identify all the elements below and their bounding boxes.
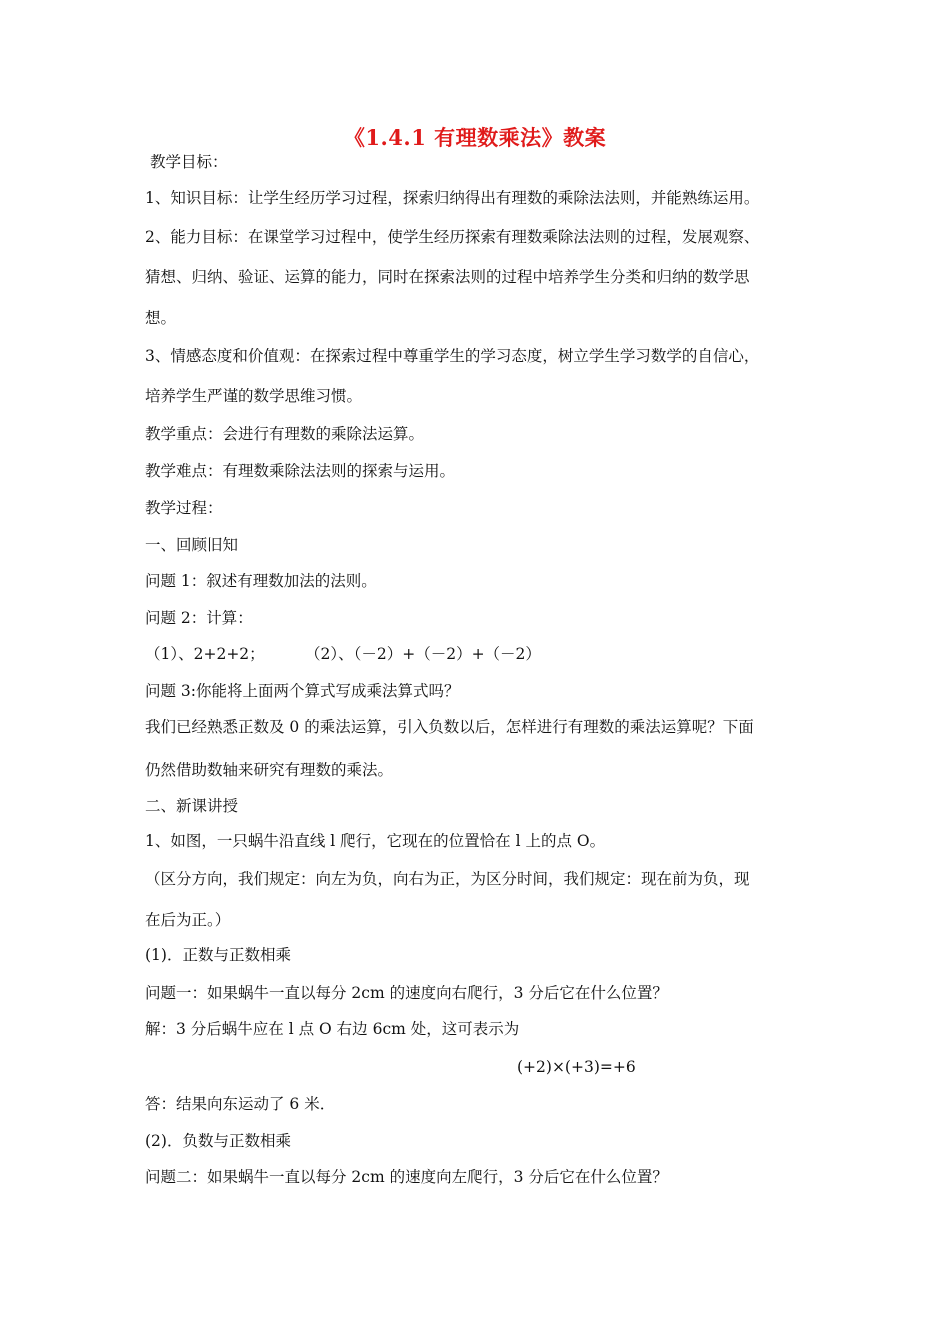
- text-line: 问题 3:你能将上面两个算式写成乘法算式吗？: [145, 682, 460, 700]
- text-line: 培养学生严谨的数学思维习惯。: [145, 387, 363, 405]
- text-line: 问题 1：叙述有理数加法的法则。: [145, 572, 377, 590]
- formula: (+2)×(+3)=+6: [517, 1058, 636, 1076]
- text-line: 解：3 分后蜗牛应在 l 点 O 右边 6cm 处，这可表示为: [145, 1020, 520, 1038]
- text-line: 猜想、归纳、验证、运算的能力，同时在探索法则的过程中培养学生分类和归纳的数学思: [145, 268, 750, 286]
- text-line: 教学重点：会进行有理数的乘除法运算。: [145, 425, 425, 443]
- text-line: 我们已经熟悉正数及 0 的乘法运算，引入负数以后，怎样进行有理数的乘法运算呢？下面: [145, 718, 754, 736]
- text-line: 问题一：如果蜗牛一直以每分 2cm 的速度向右爬行，3 分后它在什么位置？: [145, 984, 668, 1002]
- text-line: 教学过程：: [145, 499, 223, 517]
- text-line: （2）、（－2）+（－2）+（－2）: [305, 645, 541, 663]
- text-line: 3、情感态度和价值观：在探索过程中尊重学生的学习态度，树立学生学习数学的自信心，: [145, 347, 760, 365]
- text-line: (1)．正数与正数相乘: [145, 946, 291, 964]
- text-line: (2)．负数与正数相乘: [145, 1132, 291, 1150]
- text-line: 1、如图，一只蜗牛沿直线 l 爬行，它现在的位置恰在 l 上的点 O。: [145, 832, 606, 850]
- text-line: 教学目标：: [150, 153, 228, 171]
- text-line: 二、新课讲授: [145, 797, 239, 815]
- text-line: 1、知识目标：让学生经历学习过程，探索归纳得出有理数的乘除法法则，并能熟练运用。: [145, 189, 760, 207]
- text-line: 问题 2：计算：: [145, 609, 253, 627]
- text-line: 2、能力目标：在课堂学习过程中，使学生经历探索有理数乘除法法则的过程，发展观察、: [145, 228, 760, 246]
- text-line: 一、回顾旧知: [145, 536, 239, 554]
- text-line: 答：结果向东运动了 6 米．: [145, 1095, 336, 1113]
- text-line: （区分方向，我们规定：向左为负，向右为正，为区分时间，我们规定：现在前为负，现: [145, 870, 750, 888]
- text-line: 教学难点：有理数乘除法法则的探索与运用。: [145, 462, 456, 480]
- text-line: 仍然借助数轴来研究有理数的乘法。: [145, 761, 394, 779]
- text-line: 在后为正。）: [145, 911, 231, 929]
- text-line: （1）、2+2+2；: [145, 645, 265, 663]
- text-line: 想。: [145, 309, 177, 327]
- text-line: 问题二：如果蜗牛一直以每分 2cm 的速度向左爬行，3 分后它在什么位置？: [145, 1168, 668, 1186]
- document-title: 《1.4.1 有理数乘法》教案: [343, 125, 607, 150]
